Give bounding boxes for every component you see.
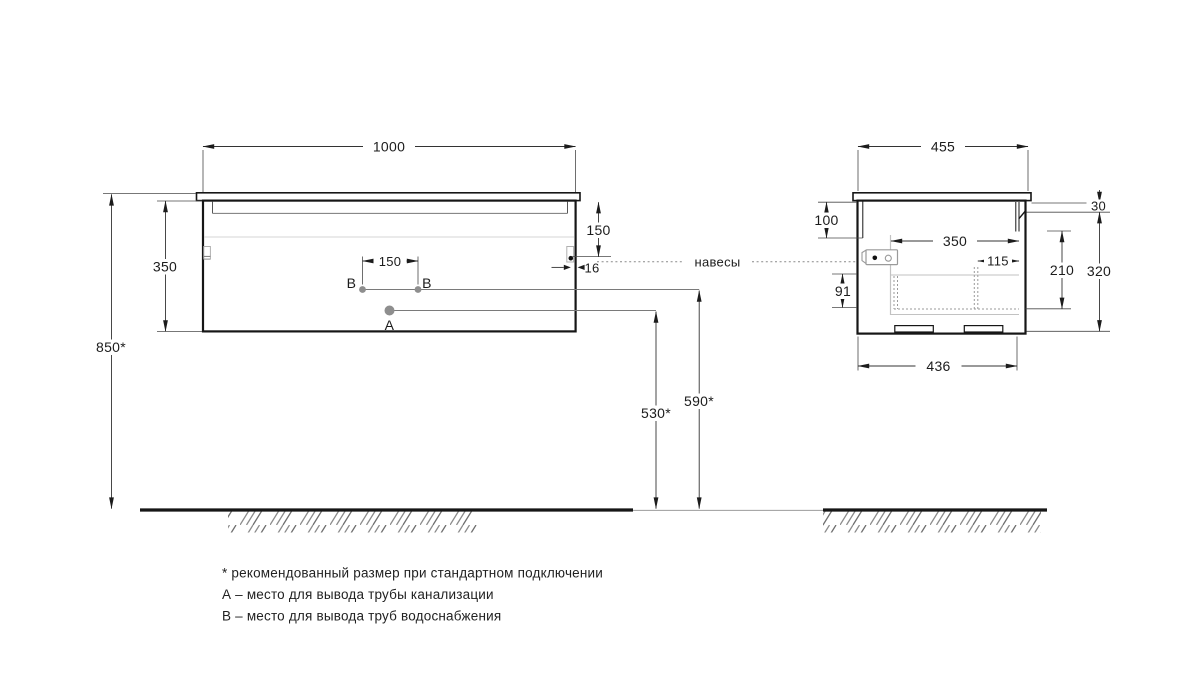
side-countertop xyxy=(853,193,1031,201)
label-hangers: навесы xyxy=(694,254,741,270)
dim-side-apron xyxy=(1027,190,1112,214)
point-b-right-dot xyxy=(415,286,422,293)
dim-side-depth-top xyxy=(858,139,1028,192)
dim-supply-height xyxy=(680,291,718,509)
dim-hanger-offset xyxy=(572,202,614,256)
foot-notch-right xyxy=(964,326,1003,332)
dim-side-depth-top-text: 455 xyxy=(930,138,956,155)
hanger-adjust-hole xyxy=(885,255,891,261)
dim-supply-spacing-text: 150 xyxy=(378,254,402,269)
dim-side-drawer-height-text: 210 xyxy=(1049,262,1075,278)
dim-side-depth-bottom xyxy=(858,337,1017,375)
dim-side-back-offset-text: 115 xyxy=(987,253,1009,269)
floor xyxy=(140,510,1047,533)
dim-side-drawer-height xyxy=(1026,231,1081,309)
dim-drain-height-text: 530* xyxy=(640,405,672,421)
foot-notch-left xyxy=(895,326,934,332)
dim-side-top-clearance-text: 100 xyxy=(814,212,839,228)
note-point-b: В – место для вывода труб водоснабжения xyxy=(222,608,502,624)
dim-front-body-height xyxy=(147,201,203,331)
footnotes xyxy=(222,566,603,624)
label-point-b-right: B xyxy=(422,275,432,291)
dim-front-height-overall xyxy=(90,194,196,509)
dim-side-depth-bottom-text: 436 xyxy=(926,358,951,374)
dim-side-top-clearance xyxy=(810,202,863,238)
dim-front-width xyxy=(203,139,576,193)
point-b-left-dot xyxy=(359,286,366,293)
front-view xyxy=(197,193,700,333)
floor-hatch-right xyxy=(823,512,1041,533)
hanger-fixing-dot xyxy=(873,255,878,260)
dim-side-hanger-drop xyxy=(831,274,857,308)
hanger-bracket-front-right xyxy=(567,247,574,263)
hanger-bracket-side xyxy=(862,250,898,265)
dim-side-hanger-drop-text: 91 xyxy=(834,283,852,299)
dim-drain-height xyxy=(637,312,675,509)
dim-front-width-text: 1000 xyxy=(372,138,406,155)
dim-hanger-offset-text: 150 xyxy=(586,222,611,238)
point-a-dot xyxy=(385,306,395,316)
dim-side-inner-depth-text: 350 xyxy=(942,233,968,249)
hanger-bracket-front-left xyxy=(204,247,211,260)
hangers-callout xyxy=(597,255,866,270)
front-countertop xyxy=(197,193,581,201)
dim-supply-height-text: 590* xyxy=(683,393,715,409)
label-point-b-left: B xyxy=(346,275,357,291)
floor-hatch-left xyxy=(228,512,478,533)
label-point-a: A xyxy=(384,317,395,333)
note-asterisk: * рекомендованный размер при стандартном подключении xyxy=(222,565,604,581)
note-point-a: А – место для вывода трубы канализации xyxy=(222,587,494,602)
dim-wall-thickness-text: 16 xyxy=(584,260,600,276)
dim-front-body-height-text: 350 xyxy=(152,258,178,275)
dim-side-body-height-text: 320 xyxy=(1086,263,1112,279)
dim-front-height-overall-text: 850* xyxy=(95,339,127,355)
dim-side-apron-text: 30 xyxy=(1090,198,1107,214)
